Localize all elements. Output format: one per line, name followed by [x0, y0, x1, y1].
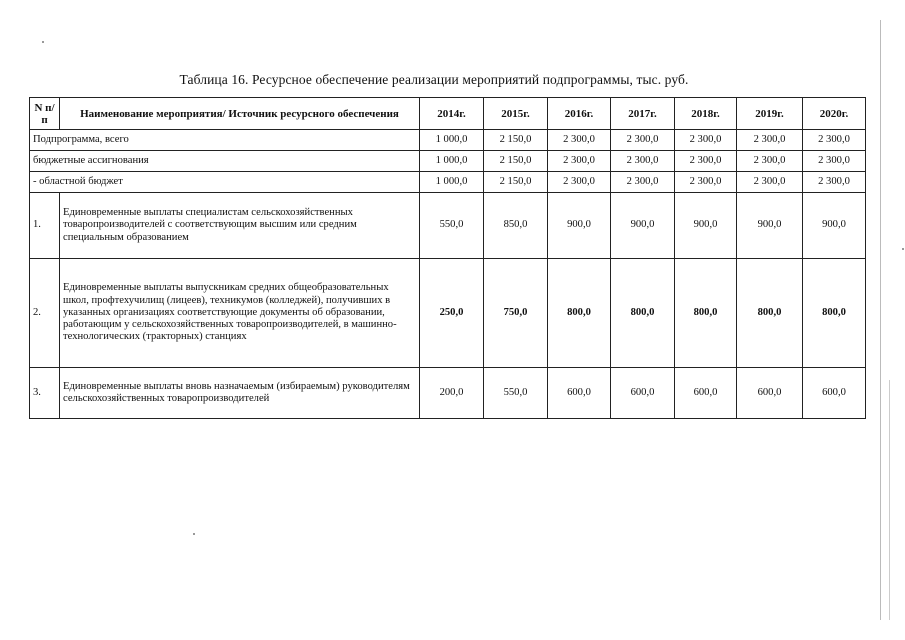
item-number: 2. — [30, 259, 60, 368]
value-cell: 2 300,0 — [675, 172, 737, 193]
value-cell: 2 300,0 — [803, 130, 866, 151]
value-cell: 2 300,0 — [737, 130, 803, 151]
scan-speck — [42, 41, 44, 43]
header-year: 2019г. — [737, 98, 803, 130]
value-cell: 1 000,0 — [420, 130, 484, 151]
value-cell: 600,0 — [737, 368, 803, 419]
value-cell: 2 300,0 — [611, 130, 675, 151]
value-cell: 1 000,0 — [420, 151, 484, 172]
value-cell: 2 300,0 — [548, 151, 611, 172]
value-cell: 550,0 — [420, 193, 484, 259]
header-year: 2016г. — [548, 98, 611, 130]
value-cell: 2 300,0 — [803, 151, 866, 172]
header-row — [30, 98, 866, 130]
summary-row-total — [30, 130, 866, 151]
item-name: Единовременные выплаты специалистам сельскохозяйственных товаропроизводителей с соответствующим высшим или средним специальным образованием — [60, 193, 420, 259]
header-no: N п/п — [30, 98, 60, 130]
value-cell: 900,0 — [548, 193, 611, 259]
scan-edge-line — [889, 380, 890, 620]
value-cell: 850,0 — [484, 193, 548, 259]
value-cell: 2 300,0 — [611, 151, 675, 172]
header-year: 2017г. — [611, 98, 675, 130]
item-name: Единовременные выплаты выпускникам средних общеобразовательных школ, профтехучилищ (лицеев), техникумов (колледжей), получивших в указанных организациях соответствующие документы об образовании, работающим у сельскохозяйственных товаропроизводителей, в машинно-технологических (тракторных) станциях — [60, 259, 420, 368]
table-row — [30, 368, 866, 419]
summary-row-regional — [30, 172, 866, 193]
value-cell: 2 150,0 — [484, 151, 548, 172]
scan-speck — [902, 248, 904, 250]
value-cell: 2 300,0 — [548, 172, 611, 193]
header-name: Наименование мероприятия/ Источник ресурсного обеспечения — [60, 98, 420, 130]
header-year: 2018г. — [675, 98, 737, 130]
scan-speck — [193, 533, 195, 535]
value-cell: 600,0 — [548, 368, 611, 419]
value-cell: 600,0 — [803, 368, 866, 419]
value-cell: 900,0 — [737, 193, 803, 259]
resource-table — [29, 97, 866, 419]
header-year: 2020г. — [803, 98, 866, 130]
value-cell: 900,0 — [675, 193, 737, 259]
value-cell: 2 300,0 — [675, 151, 737, 172]
value-cell: 200,0 — [420, 368, 484, 419]
header-year: 2014г. — [420, 98, 484, 130]
table-caption: Таблица 16. Ресурсное обеспечение реализации мероприятий подпрограммы, тыс. руб. — [179, 72, 689, 87]
value-cell: 600,0 — [675, 368, 737, 419]
value-cell: 2 300,0 — [675, 130, 737, 151]
value-cell: 550,0 — [484, 368, 548, 419]
value-cell: 800,0 — [737, 259, 803, 368]
value-cell: 2 300,0 — [803, 172, 866, 193]
value-cell: 900,0 — [803, 193, 866, 259]
value-cell: 800,0 — [611, 259, 675, 368]
value-cell: 2 150,0 — [484, 130, 548, 151]
value-cell: 2 300,0 — [737, 172, 803, 193]
item-number: 1. — [30, 193, 60, 259]
value-cell: 250,0 — [420, 259, 484, 368]
summary-label: - областной бюджет — [30, 172, 420, 193]
value-cell: 2 150,0 — [484, 172, 548, 193]
value-cell: 600,0 — [611, 368, 675, 419]
value-cell: 2 300,0 — [548, 130, 611, 151]
value-cell: 1 000,0 — [420, 172, 484, 193]
value-cell: 2 300,0 — [611, 172, 675, 193]
item-name: Единовременные выплаты вновь назначаемым (избираемым) руководителям сельскохозяйственных товаропроизводителей — [60, 368, 420, 419]
value-cell: 800,0 — [675, 259, 737, 368]
value-cell: 750,0 — [484, 259, 548, 368]
value-cell: 800,0 — [548, 259, 611, 368]
summary-label: бюджетные ассигнования — [30, 151, 420, 172]
scan-edge-line — [880, 20, 881, 620]
summary-row-budget — [30, 151, 866, 172]
value-cell: 900,0 — [611, 193, 675, 259]
value-cell: 2 300,0 — [737, 151, 803, 172]
table-row — [30, 193, 866, 259]
summary-label: Подпрограмма, всего — [30, 130, 420, 151]
item-number: 3. — [30, 368, 60, 419]
value-cell: 800,0 — [803, 259, 866, 368]
header-year: 2015г. — [484, 98, 548, 130]
table-row — [30, 259, 866, 368]
